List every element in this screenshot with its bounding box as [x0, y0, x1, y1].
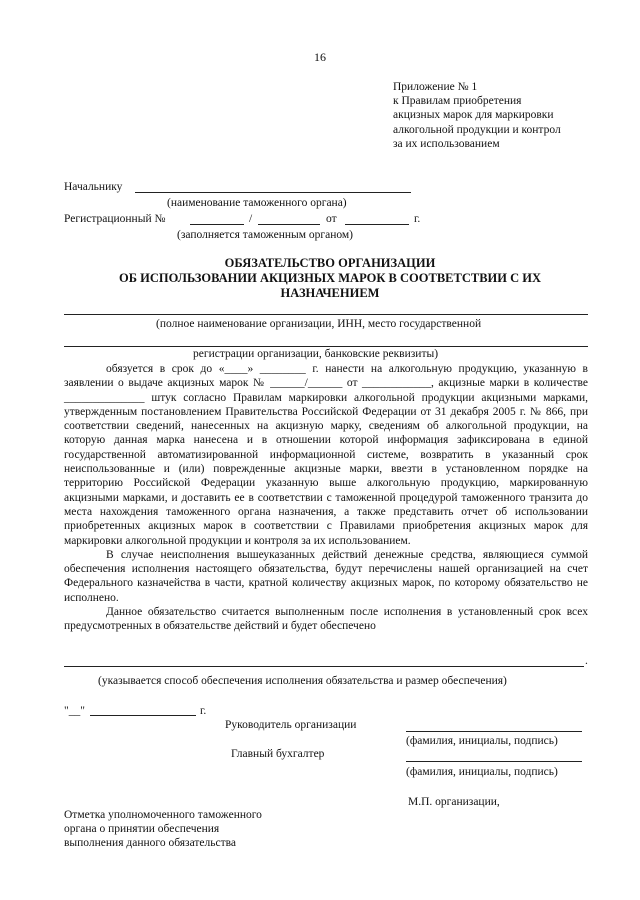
document-title [70, 256, 590, 301]
appendix-line: к Правилам приобретения [393, 95, 522, 108]
organization-name-field[interactable] [64, 314, 588, 315]
appendix-line: алкогольной продукции и контрол [393, 123, 561, 136]
date-suffix: г. [200, 705, 207, 717]
fulfillment-paragraph: Данное обязательство считается выполненным после исполнения в установленный срок всех предусмотренных в обязательстве действий и будет обеспечено [64, 606, 588, 633]
organization-hint-2: регистрации организации, банковские реквизиты) [193, 348, 439, 360]
appendix-line: за их использованием [393, 137, 500, 150]
registration-slash: / [249, 213, 253, 225]
stamp-label: М.П. организации, [408, 796, 500, 808]
addressee-field[interactable] [135, 192, 411, 193]
customs-note-line: органа о принятии обеспечения [64, 823, 220, 836]
obligation-paragraph: обязуется в срок до «____» ________ г. нанести на алкогольную продукцию, указанную в заявлении о выдаче акцизных марок № ______/______ от ____________, акцизные марки в количестве ______________ штук согласно Правилам маркировки алкогольной продукции акцизными марками, утвержденным постановлением Правительства Российской Федерации от 31 декабря 2005 г. № 866, при соответствии сведений, нанесенных на акцизную марку, сведениям об алкогольной продукции, на которую данная марка нанесена и в отношении которой информация зафиксирована в единой государственной автоматизированной информационной системе, возвратить в указанный срок неиспользованные и (или) поврежденные акцизные марки, ввезти в установленном порядке на территорию Российской Федерации указанную выше алкогольную продукцию, маркированную акцизными марками, и доставить ее в соответствии с таможенной процедурой таможенного транзита до места нахождения таможенного органа назначения, а также представить отчет об использовании приобретенных акцизных марок в соответствии с Правилами приобретения акцизных марок для маркировки алкогольной продукции и контроля за их использованием. [64, 363, 588, 547]
organization-hint-1: (полное наименование организации, ИНН, место государственной [156, 318, 482, 330]
appendix-line: Приложение № 1 [393, 81, 478, 93]
accountant-hint: (фамилия, инициалы, подпись) [406, 766, 558, 778]
head-label: Руководитель организации [225, 719, 357, 731]
appendix-line: акцизных марок для маркировки [393, 109, 554, 122]
head-hint: (фамилия, инициалы, подпись) [406, 735, 558, 747]
addressee-label: Начальнику [64, 181, 123, 193]
title-line: ОБ ИСПОЛЬЗОВАНИИ АКЦИЗНЫХ МАРОК В СООТВЕТСТВИИ С ИХ [118, 271, 542, 285]
appendix-note [393, 80, 593, 151]
title-line: ОБЯЗАТЕЛЬСТВО ОРГАНИЗАЦИИ [224, 256, 436, 270]
obligation-body [64, 362, 588, 634]
security-field[interactable] [64, 666, 584, 667]
registration-date-field[interactable] [345, 224, 409, 225]
registration-number-field-2[interactable] [258, 224, 320, 225]
security-period: . [585, 655, 588, 667]
customs-note-line: Отметка уполномоченного таможенного [64, 809, 262, 821]
title-line: НАЗНАЧЕНИЕМ [280, 286, 380, 300]
customs-note-line: выполнения данного обязательства [64, 837, 237, 850]
accountant-signature-field[interactable] [406, 761, 582, 762]
security-hint: (указывается способ обеспечения исполнения обязательства и размер обеспечения) [98, 675, 507, 687]
registration-hint: (заполняется таможенным органом) [177, 229, 354, 241]
registration-year: г. [414, 213, 421, 225]
registration-from: от [326, 213, 337, 225]
accountant-label: Главный бухгалтер [231, 748, 325, 760]
registration-number-field[interactable] [190, 224, 244, 225]
registration-label: Регистрационный № [64, 213, 166, 225]
head-signature-field[interactable] [406, 731, 582, 732]
page-number: 16 [314, 50, 326, 64]
penalty-paragraph: В случае неисполнения вышеуказанных действий денежные средства, являющиеся суммой обеспечения исполнения настоящего обязательства, будут перечислены нашей организацией на счет Федерального казначейства в части, кратной количеству акцизных марок, по которому обязательство не исполнено. [64, 548, 588, 604]
date-prefix: "__" [64, 705, 85, 717]
date-field[interactable] [90, 715, 196, 716]
customs-note [64, 808, 262, 851]
addressee-hint: (наименование таможенного органа) [167, 197, 347, 209]
